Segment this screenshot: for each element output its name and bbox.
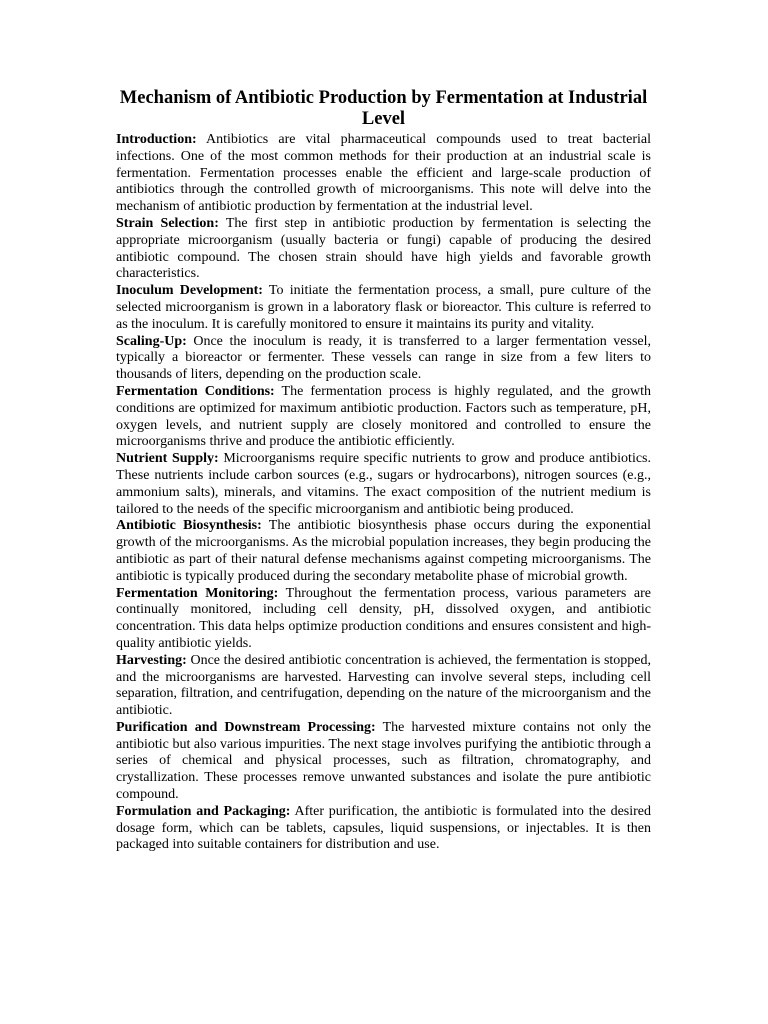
section-text: Once the inoculum is ready, it is transferred to a larger fermentation vessel, typically a bioreactor or fermenter. These vessels can range in size from a few liters to thousands of liters, depending on the production scale. bbox=[116, 333, 651, 383]
section-antibiotic-biosynthesis bbox=[116, 518, 651, 585]
section-label: Antibiotic Biosynthesis: bbox=[116, 518, 262, 534]
section-fermentation-monitoring bbox=[116, 586, 651, 653]
document-title: Mechanism of Antibiotic Production by Fermentation at Industrial Level bbox=[119, 88, 648, 129]
section-text: Once the desired antibiotic concentration is achieved, the fermentation is stopped, and the microorganisms are harvested. Harvesting can involve several steps, including cell separation, filtration, and centrifugation, depending on the nature of the microorganism and the antibiotic. bbox=[116, 652, 652, 719]
section-text: The harvested mixture contains not only the antibiotic but also various impurities. The next stage involves purifying the antibiotic through a series of chemical and physical processes, such as filtration, chromatography, and crystallization. These processes remove unwanted substances and isolate the pure antibiotic compound. bbox=[116, 719, 651, 803]
section-inoculum-development bbox=[116, 283, 651, 333]
section-label: Formulation and Packaging: bbox=[116, 803, 291, 819]
section-text: To initiate the fermentation process, a small, pure culture of the selected microorganism is grown in a laboratory flask or bioreactor. This culture is referred to as the inoculum. It is carefully monitored to ensure it maintains its purity and vitality. bbox=[116, 283, 651, 332]
section-harvesting bbox=[116, 653, 651, 720]
section-introduction bbox=[116, 132, 651, 216]
section-text: After purification, the antibiotic is formulated into the desired dosage form, which can be tablets, capsules, liquid suspensions, or injectables. It is then packaged into suitable containers for distribution and use. bbox=[116, 803, 651, 853]
section-scaling-up bbox=[116, 334, 651, 384]
section-label: Introduction: bbox=[116, 132, 197, 147]
section-label: Scaling-Up: bbox=[116, 333, 187, 349]
section-text: Antibiotics are vital pharmaceutical compounds used to treat bacterial infections. One of the most common methods for their production at an industrial scale is fermentation. Fermentation processes enable the efficient and large-scale production of antibiotics through the controlled growth of microorganisms. This note will delve into the mechanism of antibiotic production by fermentation at the industrial level. bbox=[116, 132, 651, 215]
section-nutrient-supply bbox=[116, 451, 651, 518]
section-label: Nutrient Supply: bbox=[116, 451, 219, 467]
section-strain-selection bbox=[116, 216, 651, 283]
section-label: Harvesting: bbox=[116, 652, 187, 668]
section-label: Strain Selection: bbox=[116, 215, 219, 231]
section-label: Inoculum Development: bbox=[116, 283, 263, 299]
section-label: Fermentation Monitoring: bbox=[116, 585, 279, 601]
document-page bbox=[116, 88, 651, 854]
section-text: Microorganisms require specific nutrients to grow and produce antibiotics. These nutrients include carbon sources (e.g., sugars or hydrocarbons), nitrogen sources (e.g., ammonium salts), minerals, and vitamins. The exact composition of the nutrient medium is tailored to the needs of the specific microorganism and antibiotic being produced. bbox=[116, 451, 651, 517]
section-formulation-packaging bbox=[116, 804, 651, 854]
section-label: Fermentation Conditions: bbox=[116, 383, 275, 399]
section-fermentation-conditions bbox=[116, 384, 651, 451]
section-purification bbox=[116, 720, 651, 804]
section-text: The first step in antibiotic production by fermentation is selecting the appropriate microorganism (usually bacteria or fungi) capable of producing the desired antibiotic compound. The chosen strain should have high yields and favorable growth characteristics. bbox=[116, 215, 652, 282]
section-label: Purification and Downstream Processing: bbox=[116, 719, 376, 735]
section-text: The antibiotic biosynthesis phase occurs during the exponential growth of the microorganisms. As the microbial population increases, they begin producing the antibiotic as part of their natural defense mechanisms against competing microorganisms. The antibiotic is typically produced during the secondary metabolite phase of microbial growth. bbox=[116, 518, 651, 584]
section-text: The fermentation process is highly regulated, and the growth conditions are optimized for maximum antibiotic production. Factors such as temperature, pH, oxygen levels, and nutrient supply are closely monitored and controlled to ensure the microorganisms thrive and produce the antibiotic efficiently. bbox=[116, 383, 651, 450]
section-text: Throughout the fermentation process, various parameters are continually monitored, including cell density, pH, dissolved oxygen, and antibiotic concentration. This data helps optimize production conditions and ensures consistent and high-quality antibiotic yields. bbox=[116, 585, 652, 651]
